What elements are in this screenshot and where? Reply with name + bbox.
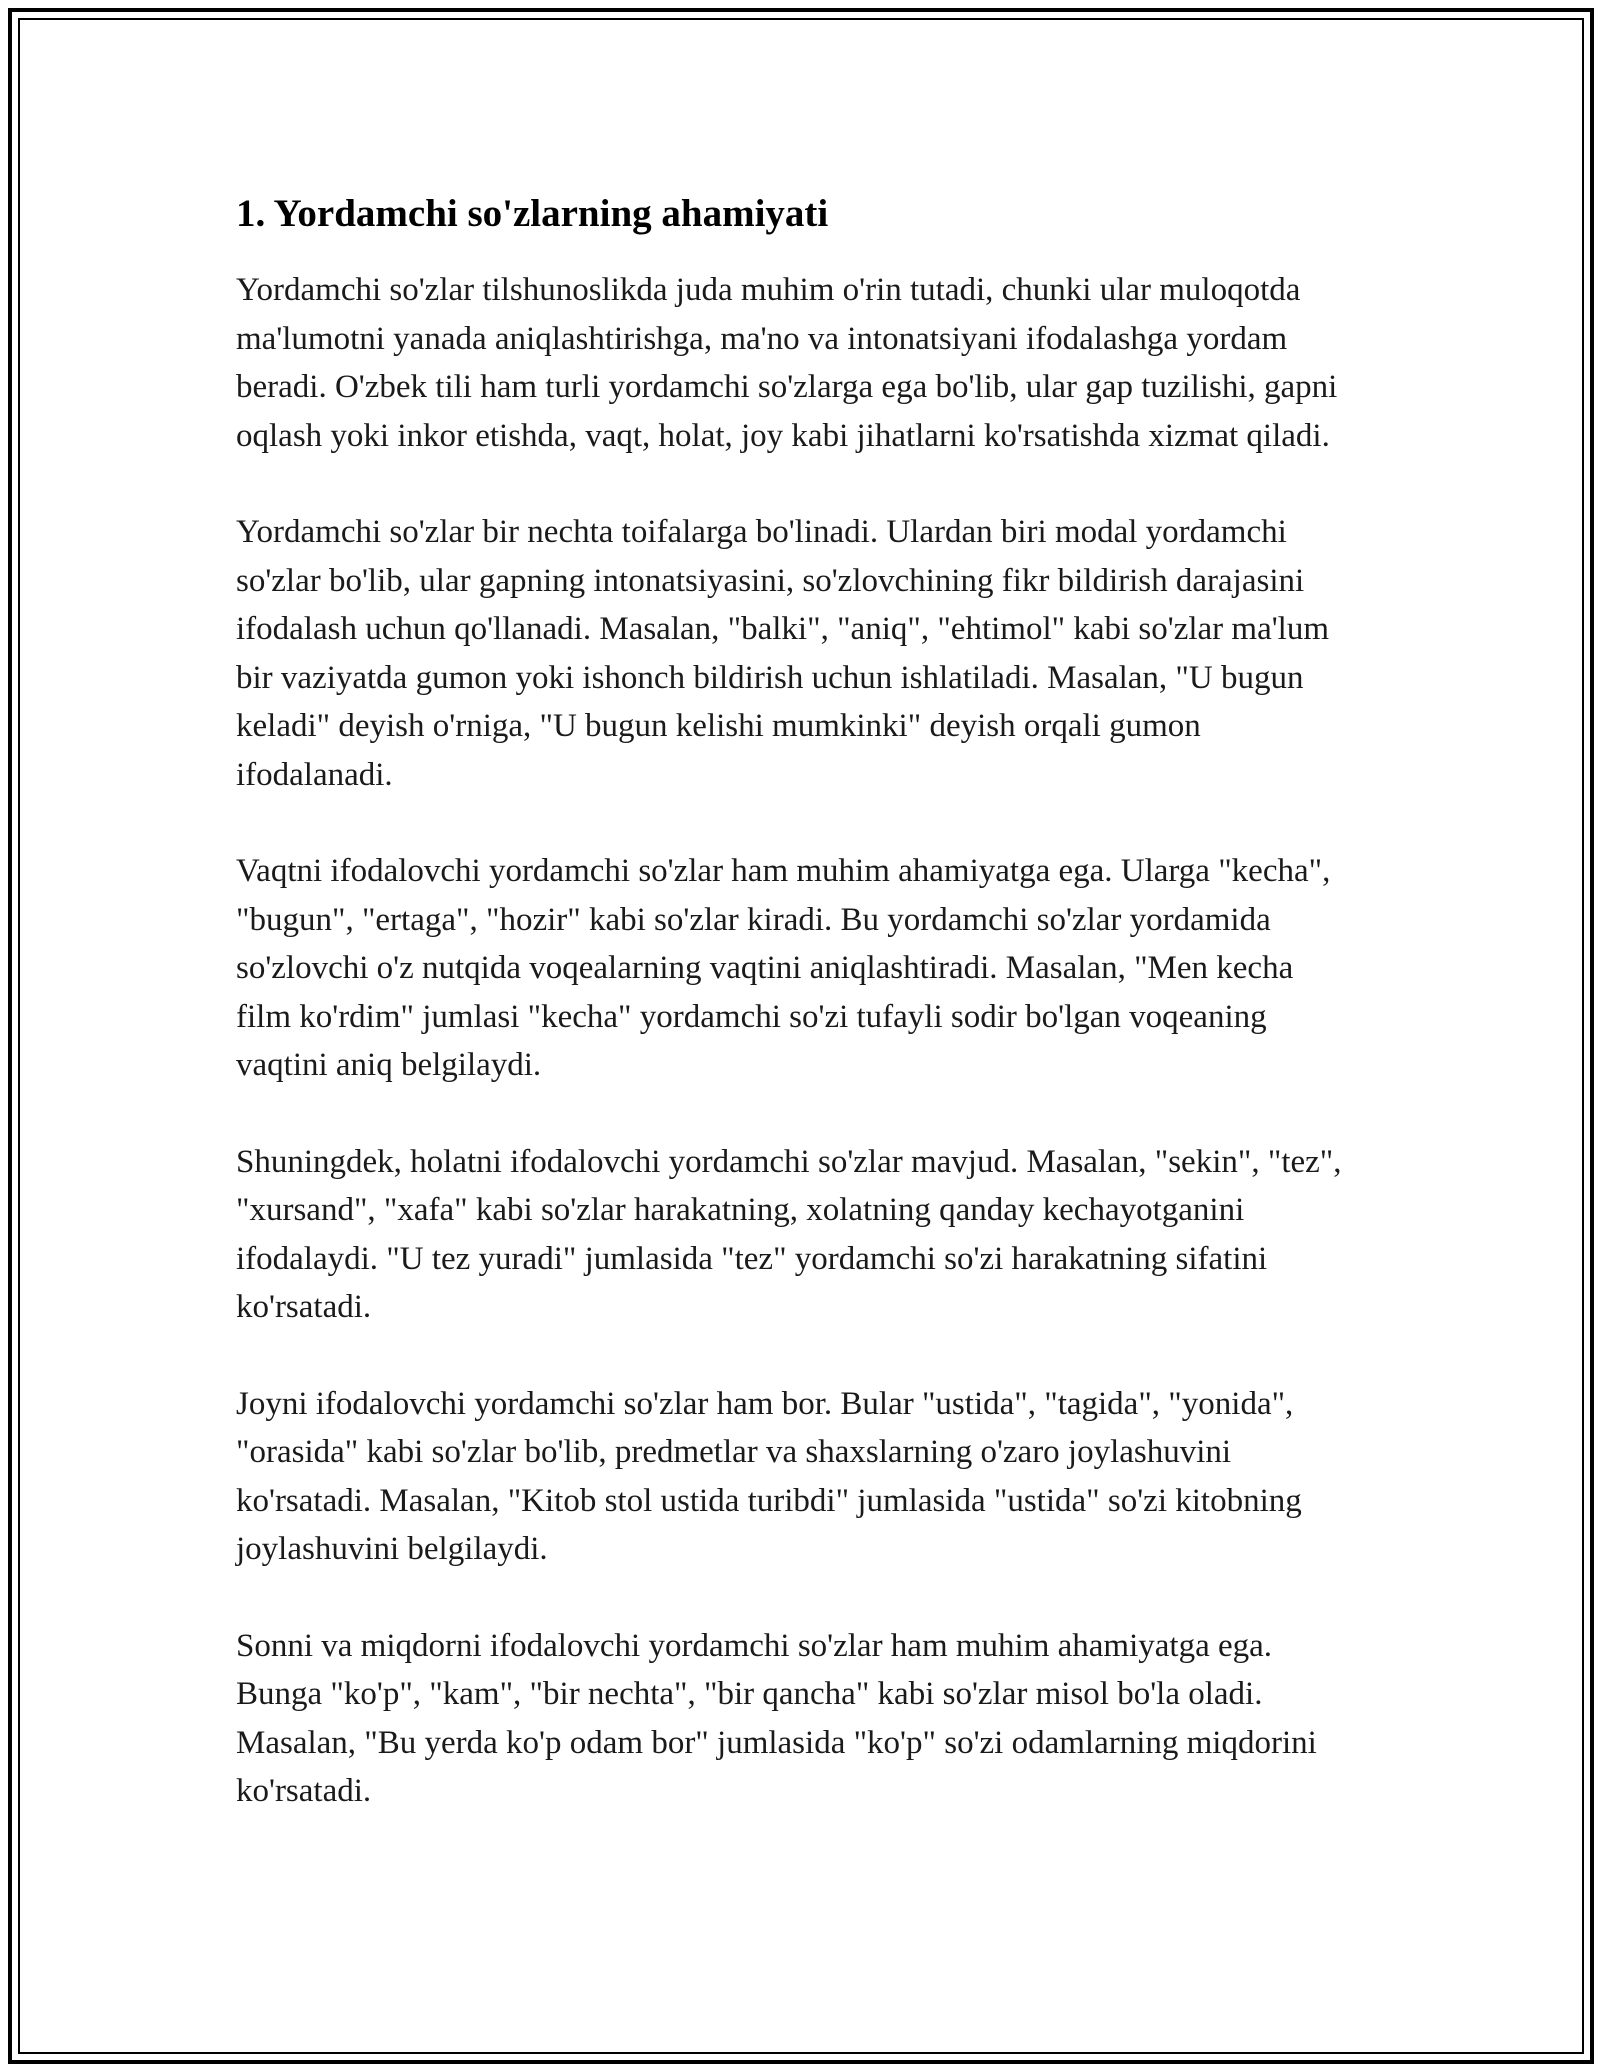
section-title: 1. Yordamchi so'zlarning ahamiyati <box>236 192 829 235</box>
paragraph-time-words: Vaqtni ifodalovchi yordamchi so'zlar ham muhim ahamiyatga ega. Ularga "kecha", "bugun", "ertaga", "hozir" kabi so'zlar kiradi. Bu yordamchi so'zlar yordamida so'zlovchi o'z nutqida voqealarning vaqtini aniqlashtiradi. Masalan, "Men kecha film ko'rdim" jumlasi "kecha" yordamchi so'zi tufayli sodir bo'lgan voqeaning vaqtini aniq belgilaydi. <box>236 853 1331 1083</box>
paragraph-importance: Yordamchi so'zlar tilshunoslikda juda muhim o'rin tutadi, chunki ular muloqotda ma'lumotni yanada aniqlashtirishga, ma'no va intonatsiyani ifodalashga yordam beradi. O'zbek tili ham turli yordamchi so'zlarga ega bo'lib, ular gap tuzilishi, gapni oqlash yoki inkor etishda, vaqt, holat, joy kabi jihatlarni ko'rsatishda xizmat qiladi. <box>236 272 1338 454</box>
paragraph-place-words: Joyni ifodalovchi yordamchi so'zlar ham bor. Bular "ustida", "tagida", "yonida", "orasida" kabi so'zlar bo'lib, predmetlar va shaxslarning o'zaro joylashuvini ko'rsatadi. Masalan, "Kitob stol ustida turibdi" jumlasida "ustida" so'zi kitobning joylashuvini belgilaydi. <box>236 1385 1302 1567</box>
paragraph-quantity-words: Sonni va miqdorni ifodalovchi yordamchi so'zlar ham muhim ahamiyatga ega. Bunga "ko'p", "kam", "bir nechta", "bir qancha" kabi so'zlar misol bo'la oladi. Masalan, "Bu yerda ko'p odam bor" jumlasida "ko'p" so'zi odamlarning miqdorini ko'rsatadi. <box>236 1627 1317 1809</box>
paragraph-modal-words: Yordamchi so'zlar bir nechta toifalarga bo'linadi. Ulardan biri modal yordamchi so'zlar bo'lib, ular gapning intonatsiyasini, so'zlovchining fikr bildirish darajasini ifodalash uchun qo'llanadi. Masalan, "balki", "aniq", "ehtimol" kabi so'zlar ma'lum bir vaziyatda gumon yoki ishonch bildirish uchun ishlatiladi. Masalan, "U bugun keladi" deyish o'rniga, "U bugun kelishi mumkinki" deyish orqali gumon ifodalanadi. <box>236 514 1329 793</box>
document-body <box>236 190 1356 1864</box>
paragraph-manner-words: Shuningdek, holatni ifodalovchi yordamchi so'zlar mavjud. Masalan, "sekin", "tez", "xursand", "xafa" kabi so'zlar harakatning, xolatning qanday kechayotganini ifodalaydi. "U tez yuradi" jumlasida "tez" yordamchi so'zi harakatning sifatini ko'rsatadi. <box>236 1143 1342 1325</box>
